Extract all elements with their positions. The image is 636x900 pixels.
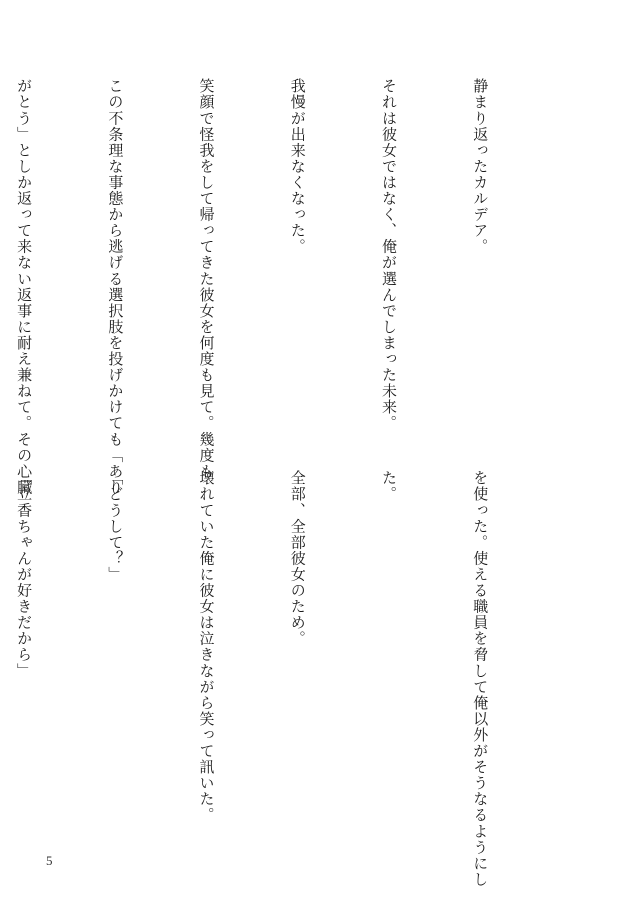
text-line: 「どうして？」 <box>106 470 125 583</box>
text-line: 静まり返ったカルデア。 <box>471 78 490 255</box>
text-line: 笑顔で怪我をして帰ってきた彼女を何度も見て。幾度も <box>197 78 216 480</box>
text-line: を使った。使える職員を脅して俺以外がそうなるようにし <box>471 470 490 888</box>
text-line: た。 <box>379 470 398 503</box>
text-line: それは彼女ではなく、俺が選んでしまった未来。 <box>379 78 398 432</box>
text-line: 壊れていた俺に彼女は泣きながら笑って訊いた。 <box>197 470 216 824</box>
text-block-lower <box>15 470 556 888</box>
text-line: 我慢が出来なくなった。 <box>288 78 307 255</box>
text-block-upper <box>15 78 556 496</box>
text-line: がとう」としか返って来ない返事に耐え兼ねて。その心臓 <box>15 78 34 496</box>
text-line: この不条理な事態から逃げる選択肢を投げかけても「あり <box>106 78 125 496</box>
text-line: 「立香ちゃんが好きだから」 <box>15 470 34 679</box>
page-number: 5 <box>46 853 53 868</box>
text-line: 全部、全部彼女のため。 <box>288 470 307 647</box>
